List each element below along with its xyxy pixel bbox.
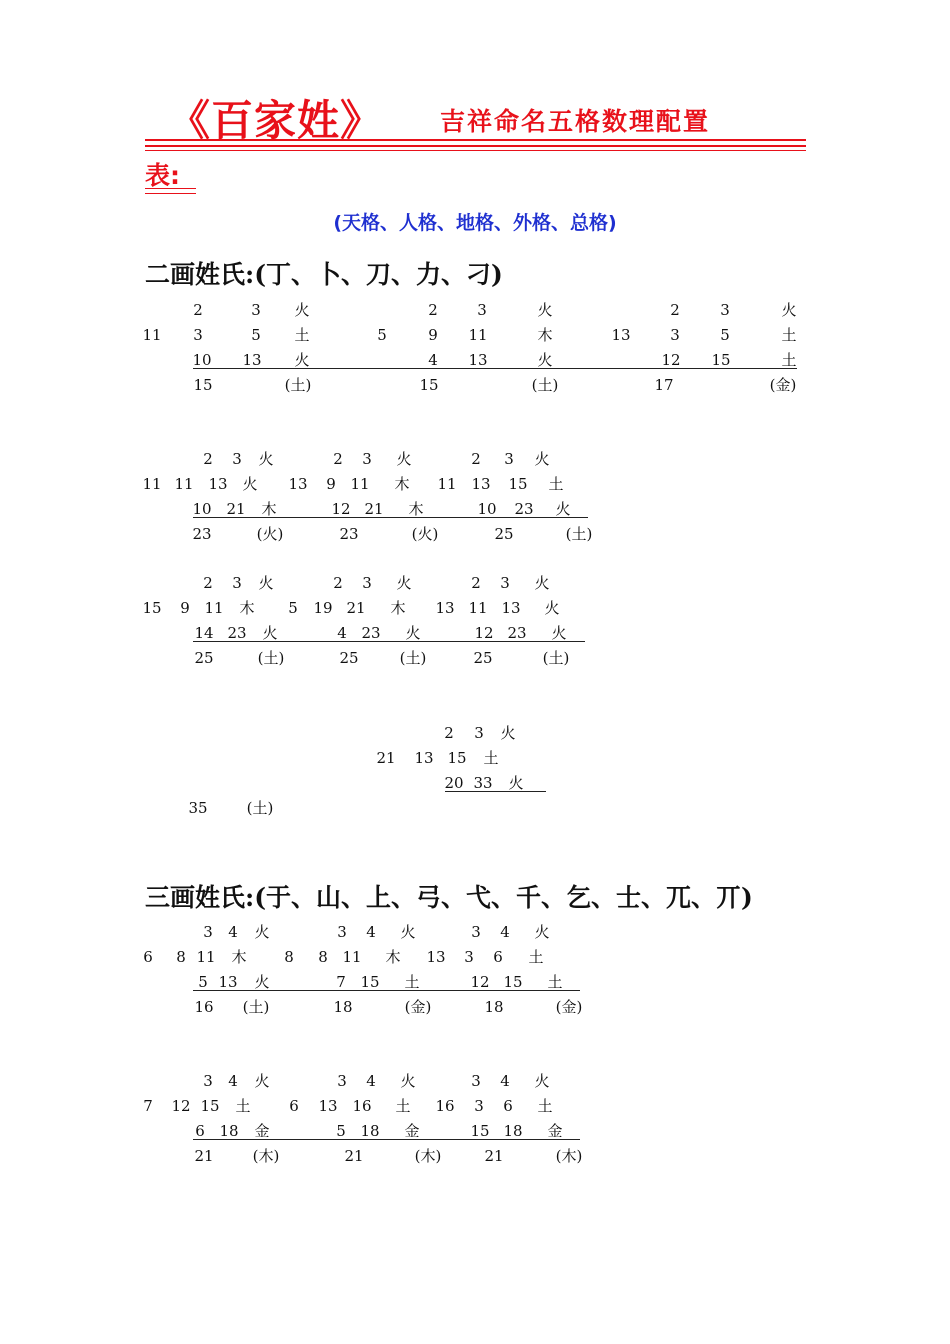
- grid-cell: 火: [258, 450, 274, 468]
- grid-cell: 6: [493, 948, 503, 966]
- grid-cell: 火: [534, 923, 550, 941]
- grid-cell: 火: [396, 574, 412, 592]
- grid-cell: 18: [219, 1122, 239, 1140]
- grid-cell: 土: [395, 1097, 411, 1115]
- grid-cell: 5: [251, 326, 261, 344]
- grid-cell: 11: [468, 326, 488, 344]
- grid-cell: 11: [437, 475, 457, 493]
- grid-cell: 11: [468, 599, 488, 617]
- grid-cell: 4: [500, 1072, 510, 1090]
- grid-cell: 13: [218, 973, 238, 991]
- title-underline-mid: [145, 145, 806, 147]
- grid-cell: 12: [171, 1097, 191, 1115]
- grid-cell: (金): [404, 998, 432, 1016]
- grid-cell: 5: [288, 599, 298, 617]
- grid-cell: 23: [227, 624, 247, 642]
- grid-cell: 21: [226, 500, 246, 518]
- grid-cell: 23: [507, 624, 527, 642]
- grid-cell: (火): [256, 525, 284, 543]
- grid-cell: 火: [254, 923, 270, 941]
- grid-cell: (土): [565, 525, 593, 543]
- grid-cell: 土: [294, 326, 310, 344]
- grid-cell: 15: [508, 475, 528, 493]
- grid-cell: 3: [720, 301, 730, 319]
- grid-cell: 11: [196, 948, 216, 966]
- grid-cell: 15: [142, 599, 162, 617]
- grid-cell: 6: [289, 1097, 299, 1115]
- grid-cell: 火: [254, 973, 270, 991]
- grid-cell: 21: [484, 1147, 504, 1165]
- grid-cell: 4: [366, 923, 376, 941]
- grid-cell: 12: [470, 973, 490, 991]
- grid-cell: 7: [336, 973, 346, 991]
- grid-cell: 14: [194, 624, 214, 642]
- grid-cell: 木: [239, 599, 255, 617]
- grid-cell: 3: [251, 301, 261, 319]
- grid-cell: 11: [204, 599, 224, 617]
- grid-cell: 17: [654, 376, 674, 394]
- grid-cell: 15: [447, 749, 467, 767]
- grid-cell: 13: [208, 475, 228, 493]
- grid-cell: 3: [193, 326, 203, 344]
- grid-cell: 25: [339, 649, 359, 667]
- grid-cell: 3: [337, 923, 347, 941]
- grid-cell: 4: [337, 624, 347, 642]
- grid-cell: 木: [537, 326, 553, 344]
- grid-cell: 16: [194, 998, 214, 1016]
- page-title: 《百家姓》: [168, 96, 384, 145]
- sum-divider-line: [193, 517, 588, 518]
- grid-cell: 15: [200, 1097, 220, 1115]
- grid-cell: 3: [464, 948, 474, 966]
- sum-divider-line: [445, 791, 546, 792]
- grid-cell: 3: [504, 450, 514, 468]
- grid-cell: 5: [720, 326, 730, 344]
- sum-divider-line: [193, 1139, 580, 1140]
- grid-cell: 15: [711, 351, 731, 369]
- grid-cell: 13: [435, 599, 455, 617]
- title-underline-bottom: [145, 150, 806, 151]
- grid-cell: 19: [313, 599, 333, 617]
- grid-cell: 火: [781, 301, 797, 319]
- grid-cell: 2: [670, 301, 680, 319]
- grid-cell: 16: [352, 1097, 372, 1115]
- section-heading-two-stroke: 二画姓氏:(丁、卜、刀、力、刁): [145, 260, 503, 289]
- grid-cell: 11: [142, 475, 162, 493]
- grid-cell: 2: [203, 574, 213, 592]
- sum-divider-line: [193, 990, 580, 991]
- grid-cell: 火: [500, 724, 516, 742]
- grid-cell: 18: [484, 998, 504, 1016]
- grid-cell: 25: [194, 649, 214, 667]
- grid-cell: 木: [394, 475, 410, 493]
- grid-cell: 8: [176, 948, 186, 966]
- grid-cell: 23: [192, 525, 212, 543]
- grid-cell: 3: [474, 1097, 484, 1115]
- grid-cell: 10: [192, 500, 212, 518]
- grid-cell: 火: [534, 574, 550, 592]
- grid-cell: 7: [143, 1097, 153, 1115]
- grid-cell: 33: [473, 774, 493, 792]
- grid-cell: 11: [142, 326, 162, 344]
- grid-cell: 9: [326, 475, 336, 493]
- grid-cell: 3: [232, 450, 242, 468]
- grid-cell: 2: [333, 574, 343, 592]
- grid-cell: 火: [258, 574, 274, 592]
- grid-cell: 25: [473, 649, 493, 667]
- grid-cell: (土): [531, 376, 559, 394]
- grid-cell: 火: [262, 624, 278, 642]
- grid-cell: 3: [471, 1072, 481, 1090]
- grid-cell: 土: [781, 326, 797, 344]
- grid-cell: 15: [360, 973, 380, 991]
- grid-cell: 3: [500, 574, 510, 592]
- grid-cell: 4: [428, 351, 438, 369]
- grid-cell: (土): [542, 649, 570, 667]
- grid-cell: 4: [228, 923, 238, 941]
- grid-cell: (木): [414, 1147, 442, 1165]
- grid-cell: 23: [514, 500, 534, 518]
- grid-cell: (土): [242, 998, 270, 1016]
- grid-cell: 6: [143, 948, 153, 966]
- grid-cell: (木): [555, 1147, 583, 1165]
- grid-cell: (木): [252, 1147, 280, 1165]
- grid-cell: 13: [414, 749, 434, 767]
- grid-cell: 火: [405, 624, 421, 642]
- grid-cell: 火: [294, 351, 310, 369]
- grid-cell: 3: [362, 574, 372, 592]
- grid-cell: 9: [180, 599, 190, 617]
- grid-cell: 12: [661, 351, 681, 369]
- grid-cell: 金: [254, 1122, 270, 1140]
- grid-cell: 15: [503, 973, 523, 991]
- grid-cell: 10: [477, 500, 497, 518]
- grid-cell: 9: [428, 326, 438, 344]
- grid-cell: 23: [339, 525, 359, 543]
- grid-cell: 15: [419, 376, 439, 394]
- grid-cell: 火: [555, 500, 571, 518]
- grid-cell: 20: [444, 774, 464, 792]
- grid-cell: 3: [477, 301, 487, 319]
- grid-cell: 2: [471, 574, 481, 592]
- grid-cell: 木: [408, 500, 424, 518]
- grid-cell: 3: [670, 326, 680, 344]
- page-title-subtitle: 吉祥命名五格数理配置: [440, 107, 711, 136]
- grid-cell: 35: [188, 799, 208, 817]
- grid-cell: 土: [235, 1097, 251, 1115]
- grid-cell: 2: [193, 301, 203, 319]
- grid-cell: (金): [769, 376, 797, 394]
- tail-underline-bottom: [145, 193, 196, 194]
- grid-cell: 21: [364, 500, 384, 518]
- grid-cell: 木: [390, 599, 406, 617]
- grid-cell: 火: [534, 1072, 550, 1090]
- grid-cell: 木: [261, 500, 277, 518]
- grid-cell: 4: [500, 923, 510, 941]
- grid-cell: 6: [195, 1122, 205, 1140]
- grid-cell: (土): [284, 376, 312, 394]
- grid-cell: 4: [366, 1072, 376, 1090]
- grid-cell: 8: [284, 948, 294, 966]
- grid-cell: 3: [203, 1072, 213, 1090]
- grid-cell: (火): [411, 525, 439, 543]
- grid-cell: 3: [232, 574, 242, 592]
- grid-cell: 土: [404, 973, 420, 991]
- grid-cell: 3: [203, 923, 213, 941]
- grid-cell: 10: [192, 351, 212, 369]
- grid-cell: 23: [361, 624, 381, 642]
- grid-cell: 5: [198, 973, 208, 991]
- title-underline-top: [145, 139, 806, 141]
- grid-cell: 8: [318, 948, 328, 966]
- grid-cell: 2: [203, 450, 213, 468]
- grid-cell: 21: [344, 1147, 364, 1165]
- grid-cell: 2: [471, 450, 481, 468]
- grid-cell: 12: [331, 500, 351, 518]
- grid-cell: 13: [471, 475, 491, 493]
- grid-cell: 12: [474, 624, 494, 642]
- grid-cell: 2: [333, 450, 343, 468]
- tail-underline-top: [145, 188, 196, 189]
- grid-cell: 18: [360, 1122, 380, 1140]
- grid-categories-subtitle: (天格、人格、地格、外格、总格): [333, 212, 617, 234]
- grid-cell: 金: [547, 1122, 563, 1140]
- grid-cell: 21: [346, 599, 366, 617]
- grid-cell: 火: [508, 774, 524, 792]
- grid-cell: 火: [537, 301, 553, 319]
- grid-cell: 火: [400, 923, 416, 941]
- grid-cell: 火: [294, 301, 310, 319]
- grid-cell: 15: [193, 376, 213, 394]
- grid-cell: 13: [242, 351, 262, 369]
- grid-cell: 3: [471, 923, 481, 941]
- grid-cell: 5: [336, 1122, 346, 1140]
- grid-cell: 土: [483, 749, 499, 767]
- grid-cell: 火: [551, 624, 567, 642]
- grid-cell: 木: [231, 948, 247, 966]
- grid-cell: 13: [611, 326, 631, 344]
- grid-cell: 21: [376, 749, 396, 767]
- grid-cell: 18: [503, 1122, 523, 1140]
- grid-cell: 土: [528, 948, 544, 966]
- grid-cell: 13: [468, 351, 488, 369]
- grid-cell: (土): [246, 799, 274, 817]
- grid-cell: 16: [435, 1097, 455, 1115]
- grid-cell: 5: [377, 326, 387, 344]
- grid-cell: 火: [400, 1072, 416, 1090]
- grid-cell: 2: [444, 724, 454, 742]
- page-title-tail: 表:: [145, 161, 180, 190]
- grid-cell: 25: [494, 525, 514, 543]
- grid-cell: 11: [174, 475, 194, 493]
- grid-cell: 6: [503, 1097, 513, 1115]
- grid-cell: (土): [399, 649, 427, 667]
- grid-cell: 火: [396, 450, 412, 468]
- grid-cell: 土: [781, 351, 797, 369]
- grid-cell: 土: [547, 973, 563, 991]
- grid-cell: 13: [426, 948, 446, 966]
- grid-cell: 火: [254, 1072, 270, 1090]
- grid-cell: (金): [555, 998, 583, 1016]
- grid-cell: 13: [318, 1097, 338, 1115]
- grid-cell: 3: [337, 1072, 347, 1090]
- grid-cell: 3: [474, 724, 484, 742]
- grid-cell: 13: [288, 475, 308, 493]
- grid-cell: 15: [470, 1122, 490, 1140]
- grid-cell: 3: [362, 450, 372, 468]
- section-heading-three-stroke: 三画姓氏:(于、山、上、弓、弋、千、乞、士、兀、丌): [145, 883, 753, 912]
- grid-cell: 火: [242, 475, 258, 493]
- sum-divider-line: [193, 368, 797, 369]
- grid-cell: 4: [228, 1072, 238, 1090]
- grid-cell: 2: [428, 301, 438, 319]
- grid-cell: 火: [537, 351, 553, 369]
- grid-cell: 土: [548, 475, 564, 493]
- grid-cell: 11: [342, 948, 362, 966]
- grid-cell: 火: [534, 450, 550, 468]
- grid-cell: 13: [501, 599, 521, 617]
- sum-divider-line: [193, 641, 585, 642]
- grid-cell: 火: [544, 599, 560, 617]
- grid-cell: 木: [385, 948, 401, 966]
- grid-cell: 土: [537, 1097, 553, 1115]
- grid-cell: (土): [257, 649, 285, 667]
- grid-cell: 金: [404, 1122, 420, 1140]
- grid-cell: 18: [333, 998, 353, 1016]
- grid-cell: 11: [350, 475, 370, 493]
- grid-cell: 21: [194, 1147, 214, 1165]
